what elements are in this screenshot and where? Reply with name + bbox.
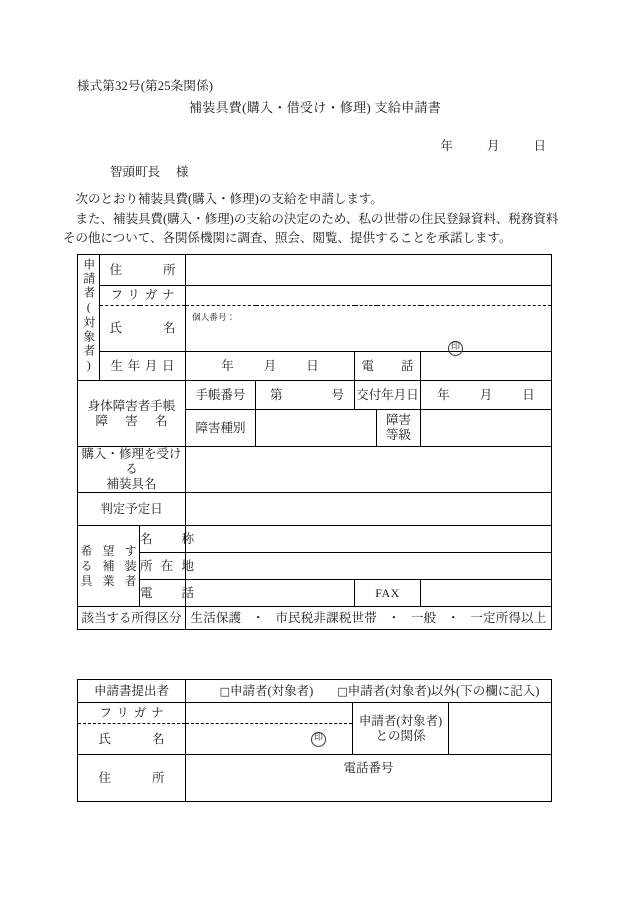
checkbox-other-icon[interactable]: □ [337, 684, 348, 698]
date-year-label: 年 [440, 139, 453, 153]
vendor-tel-value-cell[interactable] [186, 580, 355, 607]
disability-grade-label-line1: 障害 [385, 413, 411, 427]
tel-label: 電話 [361, 358, 414, 373]
judgement-date-label: 判定予定日 [100, 501, 163, 516]
submitter-name-value-cell[interactable] [186, 724, 353, 755]
addressee [110, 162, 189, 180]
vendor-fax-label-cell [355, 580, 421, 607]
seal-icon: 印 [311, 732, 326, 747]
name-value-cell[interactable] [186, 306, 552, 352]
disability-type-label: 障害種別 [195, 420, 246, 435]
birthdate-label-cell [100, 352, 186, 381]
income-category-label: 該当する所得区分 [81, 610, 182, 625]
birth-month-label: 月 [263, 358, 277, 373]
submitter-option-self[interactable]: 申請者(対象者) [230, 683, 314, 698]
income-option-0[interactable]: 生活保護 [190, 610, 242, 625]
vendor-vertical-label-line3 [78, 574, 139, 589]
book-number-label-cell [186, 381, 256, 410]
my-number-label: 個人番号： [192, 311, 236, 322]
seal-icon: 印 [448, 341, 463, 356]
vendor-name-value-cell[interactable] [186, 526, 552, 553]
submitter-name-label-cell [78, 724, 186, 755]
name-label: 氏名 [109, 321, 176, 335]
income-category-options-cell[interactable] [186, 607, 552, 630]
furigana-label-cell [100, 286, 186, 306]
judgement-date-value-cell[interactable] [186, 493, 552, 526]
addressee-honorific: 様 [176, 165, 189, 179]
book-number-gou: 号 [331, 387, 344, 402]
vendor-address-label: 所在地 [140, 558, 194, 573]
table-row-device-name [78, 447, 552, 493]
page-title: 補装具費(購入・借受け・修理) 支給申請書 [188, 100, 442, 115]
address-label: 住所 [109, 262, 176, 277]
relation-label-cell [353, 703, 449, 755]
birth-day-label: 日 [306, 358, 319, 373]
device-label-line1: 購入・修理を受ける [81, 447, 182, 476]
income-sep-1: ・ [251, 610, 265, 625]
table-row-submitter [78, 680, 552, 703]
furigana-value-cell[interactable] [186, 286, 552, 306]
tel-value-cell[interactable] [421, 352, 552, 381]
submitter-tel-label: 電話番号 [343, 761, 394, 775]
issue-date-label-cell [355, 381, 421, 410]
vendor-label-1: 希望す [80, 543, 137, 558]
tel-label-cell [355, 352, 421, 381]
income-sep-3: ・ [446, 610, 460, 625]
submitter-furigana-value-cell[interactable] [186, 703, 353, 724]
body-line-1: 次のとおり補装具費(購入・修理)の支給を申請します。 [75, 192, 383, 206]
submitter-label: 申請書提出者 [93, 683, 169, 698]
table-row-vendor-address [78, 553, 552, 580]
book-number-value-cell[interactable] [256, 381, 355, 410]
vendor-address-value-cell[interactable] [186, 553, 552, 580]
judgement-date-label-cell [78, 493, 186, 526]
birth-year-label: 年 [221, 358, 234, 373]
submitter-furigana-label: フリガナ [99, 705, 164, 720]
issue-month-label: 月 [479, 387, 493, 402]
vendor-tel-label-cell [140, 580, 194, 607]
table-row-name [78, 306, 552, 352]
book-number-dai: 第 [270, 387, 283, 402]
date-day-label: 日 [533, 139, 546, 153]
address-value-cell[interactable] [186, 255, 552, 286]
vendor-fax-value-cell[interactable] [421, 580, 552, 607]
vendor-label-2: る補装 [80, 558, 137, 573]
relation-label-line2: との関係 [375, 728, 426, 743]
submitter-address-value-cell[interactable] [186, 755, 552, 802]
checkbox-self-icon[interactable]: □ [219, 684, 230, 698]
body-line-3: その他について、各関係機関に調査、照会、閲覧、提供することを承諾します。 [63, 231, 512, 245]
submitter-address-label: 住所 [98, 770, 165, 785]
table-row-submitter-furigana [78, 703, 552, 724]
date-line [0, 136, 546, 154]
book-number-inner [256, 388, 354, 403]
birthdate-label: 生年月日 [110, 358, 175, 373]
table-row-vendor-tel [78, 580, 552, 607]
vendor-tel-label: 電話 [140, 585, 194, 600]
body-line-2: また、補装具費(購入・修理)の支給の決定のため、私の世帯の住民登録資料、税務資料 [75, 211, 559, 226]
book-number-label: 手帳番号 [195, 387, 246, 402]
issue-day-label: 日 [522, 387, 535, 402]
vendor-address-label-cell [140, 553, 194, 580]
address-label-cell [100, 255, 186, 286]
disability-grade-label-cell [377, 410, 421, 447]
body-paragraphs [63, 190, 573, 249]
form-code: 様式第32号(第25条関係) [77, 79, 214, 93]
relation-value-cell[interactable] [449, 703, 552, 755]
table-row-furigana [78, 286, 552, 306]
birthdate-ymd [221, 359, 319, 373]
issue-date-value-cell[interactable] [421, 381, 552, 410]
income-category-label-cell [78, 607, 186, 630]
disability-grade-value-cell[interactable] [421, 410, 552, 447]
vendor-label-3: 具業者 [80, 573, 137, 588]
vendor-name-label-cell [140, 526, 194, 553]
furigana-label: フリガナ [110, 288, 175, 302]
table-row-judgement-date [78, 493, 552, 526]
income-option-1[interactable]: 市民税非課税世帯 [275, 610, 377, 625]
vendor-vertical-label-cell [78, 526, 140, 607]
submitter-name-label: 氏名 [98, 731, 165, 746]
relation-label-line1: 申請者(対象者) [358, 713, 443, 728]
income-sep-2: ・ [387, 610, 401, 625]
issue-date-label: 交付年月日 [356, 387, 419, 402]
table-row-vendor-name [78, 526, 552, 553]
income-option-2[interactable]: 一般 [410, 610, 437, 625]
addressee-name: 智頭町長 [110, 165, 161, 179]
disability-book-label-cell [78, 381, 186, 447]
table-row-address [78, 255, 552, 286]
disability-type-label-cell [186, 410, 256, 447]
vendor-fax-label: FAX [375, 585, 400, 600]
applicant-vertical-label-cell [78, 255, 100, 381]
date-month-label: 月 [486, 139, 500, 153]
income-options [191, 611, 547, 625]
main-form-table [77, 254, 552, 630]
device-label-line2: 補装具名 [106, 477, 157, 491]
submitter-label-cell [78, 680, 186, 703]
submitter-option-other[interactable]: 申請者(対象者)以外(下の欄に記入) [347, 683, 540, 698]
submitter-options-cell [186, 680, 552, 703]
submitter-form-table [77, 679, 552, 802]
device-value-cell[interactable] [186, 447, 552, 493]
applicant-vertical-label: 申請者(対象者) [81, 257, 96, 374]
table-row-birthdate [78, 352, 552, 381]
disability-book-label-line2: 障害名 [95, 413, 168, 428]
submitter-address-label-cell [78, 755, 186, 802]
vendor-vertical-label-line1 [78, 544, 139, 559]
submitter-furigana-label-cell [78, 703, 186, 724]
vendor-vertical-label-line2 [78, 559, 139, 574]
table-row-submitter-address [78, 755, 552, 802]
name-label-cell [100, 306, 186, 352]
vendor-name-label: 名称 [140, 531, 194, 546]
birthdate-value-cell[interactable] [186, 352, 355, 381]
table-row-book-number [78, 381, 552, 410]
table-row-income-category [78, 607, 552, 630]
device-label-cell [78, 447, 186, 493]
issue-year-label: 年 [437, 387, 450, 402]
disability-type-value-cell[interactable] [256, 410, 377, 447]
issue-date-ymd [437, 388, 535, 402]
disability-book-label-line1: 身体障害者手帳 [87, 398, 176, 413]
disability-grade-label-line2: 等級 [385, 428, 411, 442]
income-option-3[interactable]: 一定所得以上 [470, 610, 547, 625]
